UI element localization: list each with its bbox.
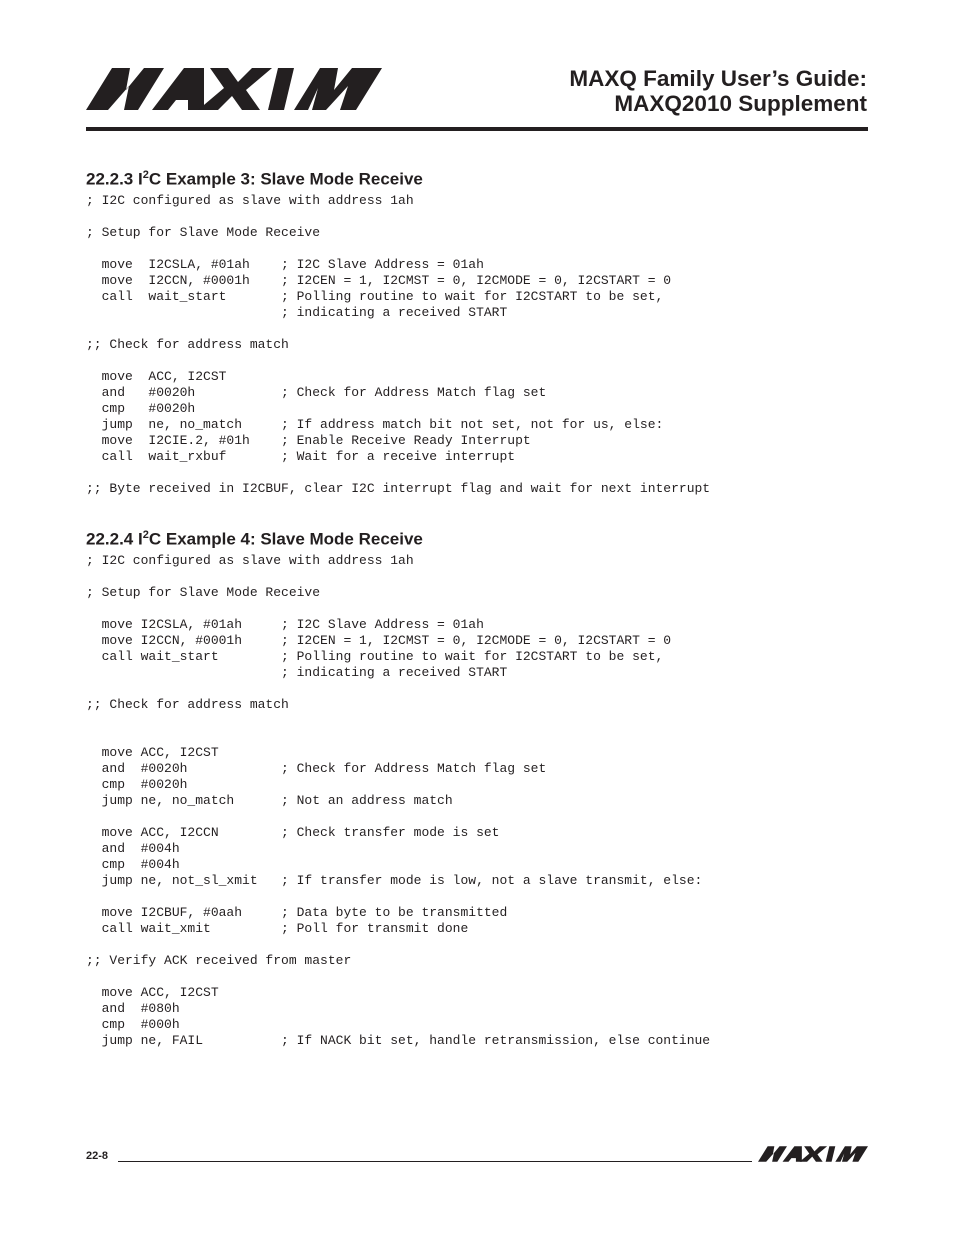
code-line: call wait_start ; Polling routine to wait for I2CSTART to be set,	[86, 289, 664, 304]
code-line	[86, 969, 710, 985]
code-line	[86, 809, 710, 825]
code-line	[86, 729, 710, 745]
maxim-logo	[86, 68, 382, 110]
code-line: ; I2C configured as slave with address 1ah	[86, 553, 414, 568]
heading-text: C Example 4: Slave Mode Receive	[148, 529, 423, 549]
code-line: move ACC, I2CCN ; Check transfer mode is set	[86, 825, 500, 840]
footer-rule	[118, 1161, 752, 1162]
code-line: move I2CSLA, #01ah ; I2C Slave Address = 01ah	[86, 617, 484, 632]
code-line: cmp #000h	[86, 1017, 180, 1032]
code-line	[86, 569, 710, 585]
code-line: ; Setup for Slave Mode Receive	[86, 225, 321, 240]
code-line: call wait_xmit ; Poll for transmit done	[86, 921, 469, 936]
code-line: move I2CCN, #0001h ; I2CEN = 1, I2CMST = 0, I2CMODE = 0, I2CSTART = 0	[86, 273, 672, 288]
code-line: ; Setup for Slave Mode Receive	[86, 585, 321, 600]
code-line: ; indicating a received START	[86, 305, 508, 320]
page-number: 22-8	[86, 1150, 109, 1162]
code-line: cmp #0020h	[86, 401, 196, 416]
section-heading-example-4	[86, 529, 423, 550]
code-line: move I2CBUF, #0aah ; Data byte to be transmitted	[86, 905, 508, 920]
heading-text: C Example 3: Slave Mode Receive	[148, 169, 423, 189]
code-line: and #080h	[86, 1001, 180, 1016]
heading-prefix: I	[138, 169, 143, 189]
code-line: ;; Check for address match	[86, 697, 289, 712]
code-line	[86, 713, 710, 729]
code-line: jump ne, no_match ; If address match bit not set, not for us, else:	[86, 417, 664, 432]
code-line: and #004h	[86, 841, 180, 856]
code-line	[86, 241, 710, 257]
code-line: ; I2C configured as slave with address 1ah	[86, 193, 414, 208]
title-line-1: MAXQ Family User’s Guide:	[569, 66, 867, 91]
code-line: call wait_rxbuf ; Wait for a receive interrupt	[86, 449, 516, 464]
code-line	[86, 889, 710, 905]
document-title	[569, 66, 867, 116]
header-rule	[86, 127, 868, 131]
code-line: jump ne, not_sl_xmit ; If transfer mode is low, not a slave transmit, else:	[86, 873, 703, 888]
code-block-example-3	[86, 193, 710, 497]
code-line: jump ne, FAIL ; If NACK bit set, handle retransmission, else continue	[86, 1033, 711, 1048]
code-line: move I2CCN, #0001h ; I2CEN = 1, I2CMST = 0, I2CMODE = 0, I2CSTART = 0	[86, 633, 672, 648]
code-block-example-4	[86, 553, 710, 1049]
maxim-logo-footer	[758, 1146, 868, 1162]
code-line: move I2CSLA, #01ah ; I2C Slave Address = 01ah	[86, 257, 484, 272]
code-line: move I2CIE.2, #01h ; Enable Receive Ready Interrupt	[86, 433, 531, 448]
code-line	[86, 209, 710, 225]
code-line	[86, 321, 710, 337]
section-heading-example-3	[86, 169, 423, 190]
section-number: 22.2.4	[86, 529, 134, 549]
code-line: cmp #004h	[86, 857, 180, 872]
code-line: call wait_start ; Polling routine to wait for I2CSTART to be set,	[86, 649, 664, 664]
code-line	[86, 681, 710, 697]
code-line: ;; Verify ACK received from master	[86, 953, 352, 968]
code-line	[86, 465, 710, 481]
code-line: move ACC, I2CST	[86, 369, 227, 384]
code-line	[86, 601, 710, 617]
code-line: ; indicating a received START	[86, 665, 508, 680]
section-number: 22.2.3	[86, 169, 134, 189]
code-line	[86, 353, 710, 369]
code-line	[86, 937, 710, 953]
code-line: ;; Byte received in I2CBUF, clear I2C interrupt flag and wait for next interrupt	[86, 481, 711, 496]
title-line-2: MAXQ2010 Supplement	[614, 91, 867, 116]
code-line: and #0020h ; Check for Address Match flag set	[86, 385, 547, 400]
code-line: ;; Check for address match	[86, 337, 289, 352]
code-line: move ACC, I2CST	[86, 745, 219, 760]
code-line: cmp #0020h	[86, 777, 188, 792]
code-line: jump ne, no_match ; Not an address match	[86, 793, 453, 808]
heading-superscript: 2	[142, 169, 149, 181]
code-line: move ACC, I2CST	[86, 985, 219, 1000]
heading-superscript: 2	[142, 529, 149, 541]
code-line: and #0020h ; Check for Address Match flag set	[86, 761, 547, 776]
heading-prefix: I	[138, 529, 143, 549]
